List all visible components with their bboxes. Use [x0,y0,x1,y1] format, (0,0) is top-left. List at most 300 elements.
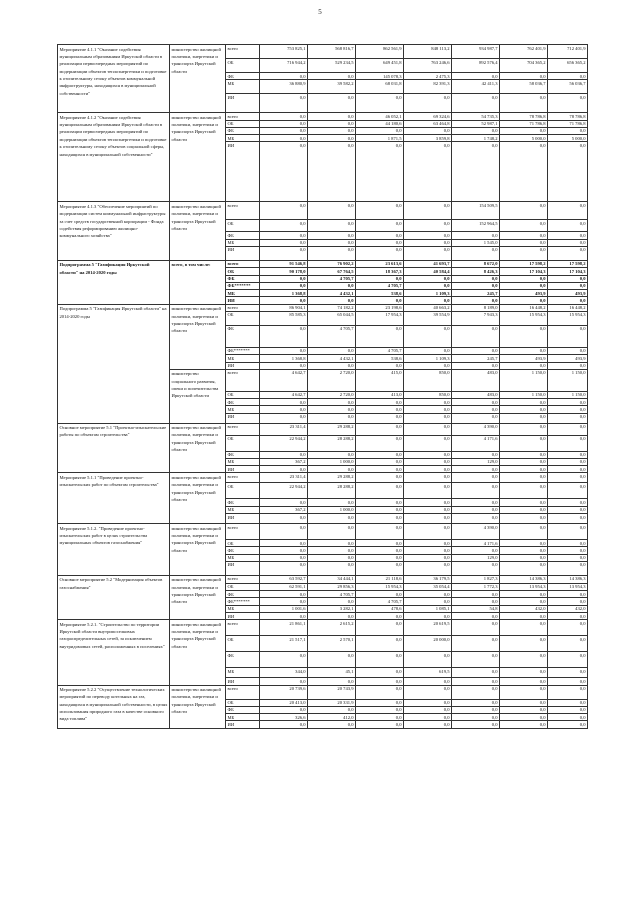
amount-cell: 17 598,2 [500,260,548,267]
amount-cell: 76 902,2 [308,260,356,267]
funding-source-cell: ИИ [226,613,260,620]
amount-cell: 0,0 [356,514,404,524]
amount-cell: 4 390,0 [452,524,500,540]
amount-cell: 0,0 [500,202,548,220]
funding-source-cell: ФБ [226,451,260,458]
amount-cell: 0,0 [404,499,452,506]
amount-cell: 326,6 [260,714,308,721]
amount-cell: 4 390,0 [452,423,500,435]
amount-cell: 0,0 [308,239,356,246]
amount-cell: 0,0 [548,325,588,347]
executor-cell: министерство жилищной политики, энергетики и транспорта Иркутской области [170,423,226,473]
amount-cell: 415,0 [356,369,404,391]
amount-cell: 0,0 [500,554,548,561]
funding-source-cell: всего [226,423,260,435]
amount-cell: 0,0 [260,547,308,554]
amount-cell: 763 246,6 [404,59,452,73]
amount-cell: 39 554,9 [404,311,452,325]
amount-cell: 0,0 [404,554,452,561]
amount-cell: 0,0 [260,540,308,547]
amount-cell: 0,0 [404,524,452,540]
funding-source-cell: ОБ [226,59,260,73]
amount-cell: 0,0 [452,73,500,80]
amount-cell: 1 000,0 [308,506,356,513]
amount-cell: 0,0 [548,466,588,473]
amount-cell: 0,0 [500,506,548,513]
amount-cell: 0,0 [404,721,452,729]
amount-cell: 0,0 [260,652,308,668]
amount-cell: 0,0 [404,239,452,246]
amount-cell: 0,0 [452,506,500,513]
amount-cell: 0,0 [548,483,588,499]
table-row [58,685,588,699]
amount-cell: 538,6 [356,290,404,297]
amount-cell: 0,0 [356,202,404,220]
amount-cell: 0,0 [260,706,308,713]
amount-cell: 154 509,5 [452,202,500,220]
amount-cell: 13 954,3 [548,583,588,590]
measure-name-cell: Мероприятие 4.1.2 "Оказание содействия муниципальным образованиям Иркутской области в реализации первоочередных мероприятий по модернизации объектов теплоэнергетики и подготовке к отопительному сезону объектов социальной сферы, находящихся в муниципальной собственности" [58,113,170,202]
amount-cell: 4 705,7 [356,347,404,354]
amount-cell: 0,0 [308,142,356,202]
amount-cell: 68 031,8 [356,80,404,94]
amount-cell: 4 705,7 [356,282,404,289]
amount-cell: 0,0 [452,668,500,678]
amount-cell: 0,0 [548,473,588,483]
funding-source-cell: ИИ [226,514,260,524]
amount-cell: 0,0 [260,73,308,80]
amount-cell: 29 288,2 [308,473,356,483]
amount-cell: 619,5 [404,668,452,678]
amount-cell: 0,0 [260,120,308,127]
funding-source-cell: ФБ [226,547,260,554]
amount-cell: 0,0 [548,435,588,451]
funding-source-cell: всего [226,620,260,636]
amount-cell: 20 743,9 [308,685,356,699]
amount-cell: 0,0 [308,466,356,473]
funding-source-cell: ИИ [226,94,260,113]
amount-cell: 0,0 [404,466,452,473]
amount-cell: 4 642,7 [260,369,308,391]
amount-cell: 78 786,8 [500,113,548,120]
amount-cell: 0,0 [452,636,500,652]
amount-cell: 0,0 [452,714,500,721]
amount-cell: 23 311,4 [260,423,308,435]
amount-cell: 0,0 [260,135,308,142]
executor-cell: министерство жилищной политики, энергетики и транспорта Иркутской области [170,304,226,369]
amount-cell: 54 735,3 [452,113,500,120]
amount-cell: 0,0 [260,678,308,685]
amount-cell: 0,0 [356,554,404,561]
amount-cell: 0,0 [452,652,500,668]
amount-cell: 0,0 [404,275,452,282]
amount-cell: 0,0 [548,73,588,80]
amount-cell: 493,9 [548,355,588,362]
budget-table [57,44,588,729]
amount-cell: 13 954,3 [500,583,548,590]
amount-cell: 0,0 [308,613,356,620]
funding-source-cell: ИИ [226,246,260,260]
amount-cell: 21 861,1 [260,620,308,636]
amount-cell: 712 401,9 [548,45,588,59]
amount-cell: 0,0 [548,706,588,713]
amount-cell: 0,0 [260,297,308,304]
amount-cell: 0,0 [500,668,548,678]
amount-cell: 493,9 [500,290,548,297]
amount-cell: 0,0 [500,466,548,473]
amount-cell: 22 944,2 [260,435,308,451]
amount-cell: 1 085,1 [404,605,452,612]
amount-cell: 0,0 [308,94,356,113]
amount-cell: 1 150,0 [548,391,588,398]
amount-cell: 0,0 [308,120,356,127]
amount-cell: 0,0 [548,406,588,413]
measure-name-cell: Основное мероприятие 5.1 "Проектно-изыскательские работы по объектам строительства" [58,423,170,473]
amount-cell: 0,0 [260,554,308,561]
amount-cell: 20 739,6 [260,685,308,699]
amount-cell: 0,0 [500,325,548,347]
amount-cell: 65 044,5 [308,311,356,325]
amount-cell: 0,0 [308,232,356,239]
amount-cell: 0,0 [548,668,588,678]
amount-cell: 4 171,6 [452,435,500,451]
amount-cell: 0,0 [356,499,404,506]
amount-cell: 0,0 [452,706,500,713]
amount-cell: 0,0 [500,275,548,282]
measure-name-cell: Мероприятие 5.2.2 "Осуществление технологических мероприятий по переводу котельных на газ, находящихся в муниципальной собственности, в целях использования природного газа в качестве основного вида топлива" [58,685,170,729]
table-row [58,202,588,220]
amount-cell: 0,0 [308,362,356,369]
amount-cell: 0,0 [500,620,548,636]
amount-cell: 0,0 [356,699,404,706]
amount-cell: 0,0 [548,347,588,354]
table-row [58,620,588,636]
funding-source-cell: МБ [226,668,260,678]
amount-cell: 0,0 [500,282,548,289]
amount-cell: 0,0 [356,423,404,435]
amount-cell: 478,6 [356,605,404,612]
amount-cell: 4 642,7 [260,391,308,398]
amount-cell: 0,0 [308,561,356,575]
amount-cell: 17 598,2 [548,260,588,267]
amount-cell: 40 663,2 [404,304,452,311]
amount-cell: 29 288,2 [308,423,356,435]
amount-cell: 0,0 [500,142,548,202]
funding-source-cell: ИИ [226,362,260,369]
amount-cell: 716 944,2 [260,59,308,73]
amount-cell: 0,0 [500,246,548,260]
amount-cell: 2 475,3 [404,73,452,80]
amount-cell: 0,0 [452,451,500,458]
table-row [58,304,588,311]
amount-cell: 0,0 [356,94,404,113]
amount-cell: 0,0 [356,406,404,413]
amount-cell: 0,0 [452,514,500,524]
amount-cell: 704 365,2 [500,59,548,73]
amount-cell: 0,0 [548,282,588,289]
amount-cell: 14 386,3 [500,575,548,583]
amount-cell: 0,0 [356,297,404,304]
funding-source-cell: ОБ [226,699,260,706]
amount-cell: 29 856,3 [308,583,356,590]
amount-cell: 0,0 [548,399,588,406]
amount-cell: 0,0 [308,406,356,413]
amount-cell: 0,0 [260,113,308,120]
amount-cell: 1 109,3 [404,355,452,362]
amount-cell: 1 368,8 [260,290,308,297]
amount-cell: 1 109,3 [404,290,452,297]
amount-cell: 0,0 [260,499,308,506]
table-row [58,423,588,435]
executor-cell: министерство жилищной политики, энергетики и транспорта Иркутской области [170,575,226,619]
funding-source-cell: ОБ [226,583,260,590]
executor-cell: министерство жилищной политики, энергетики и транспорта Иркутской области [170,113,226,202]
amount-cell: 0,0 [356,399,404,406]
amount-cell: 0,0 [500,458,548,465]
amount-cell: 0,0 [404,706,452,713]
executor-cell: министерство жилищной политики, энергетики и транспорта Иркутской области [170,202,226,261]
funding-source-cell: ИИ [226,678,260,685]
amount-cell: 0,0 [260,591,308,598]
funding-source-cell: МБ [226,406,260,413]
amount-cell: 0,0 [500,706,548,713]
amount-cell: 0,0 [308,246,356,260]
amount-cell: 145 078,3 [356,73,404,80]
amount-cell: 0,0 [548,127,588,134]
amount-cell: 0,0 [308,554,356,561]
amount-cell: 762 401,9 [500,45,548,59]
funding-source-cell: ФБ [226,275,260,282]
funding-source-cell: ФБ [226,73,260,80]
amount-cell: 0,0 [404,413,452,423]
amount-cell: 0,0 [260,94,308,113]
amount-cell: 0,0 [452,591,500,598]
amount-cell: 0,0 [500,561,548,575]
funding-source-cell: МБ [226,506,260,513]
funding-source-cell: ФБ [226,127,260,134]
amount-cell: 63 592,7 [260,575,308,583]
funding-source-cell: ФБ [226,706,260,713]
amount-cell: 0,0 [260,282,308,289]
amount-cell: 367,2 [260,458,308,465]
amount-cell: 0,0 [548,721,588,729]
amount-cell: 0,0 [548,699,588,706]
amount-cell: 28 288,2 [308,435,356,451]
amount-cell: 0,0 [404,232,452,239]
amount-cell: 367,2 [260,506,308,513]
amount-cell: 0,0 [260,220,308,232]
amount-cell: 0,0 [308,297,356,304]
amount-cell: 934 987,7 [452,45,500,59]
amount-cell: 0,0 [260,275,308,282]
executor-cell: министерство жилищной политики, энергетики и транспорта Иркутской области [170,685,226,729]
amount-cell: 0,0 [404,458,452,465]
amount-cell: 0,0 [548,142,588,202]
amount-cell: 0,0 [500,406,548,413]
executor-cell: министерство жилищной политики, энергетики и транспорта Иркутской области [170,620,226,685]
amount-cell: 753 825,1 [260,45,308,59]
amount-cell: 848 113,2 [404,45,452,59]
amount-cell: 0,0 [548,591,588,598]
amount-cell: 0,0 [260,466,308,473]
amount-cell: 0,0 [548,362,588,369]
amount-cell: 0,0 [404,399,452,406]
page-number: 5 [318,8,322,16]
amount-cell: 1 545,0 [452,239,500,246]
funding-source-cell: ФБ [226,591,260,598]
amount-cell: 0,0 [452,246,500,260]
amount-cell: 0,0 [356,636,404,652]
amount-cell: 0,0 [356,613,404,620]
amount-cell: 45,1 [308,668,356,678]
amount-cell: 0,0 [260,598,308,605]
amount-cell: 0,0 [404,514,452,524]
amount-cell: 0,0 [308,113,356,120]
amount-cell: 15 954,3 [356,583,404,590]
amount-cell: 20 413,0 [260,699,308,706]
measure-name-cell: Мероприятие 4.1.1 "Оказание содействия муниципальным образованиям Иркутской области в реализации первоочередных мероприятий по модернизации объектов теплоэнергетики и подготовке к отопительному сезону объектов коммунальной инфраструктуры, находящихся в муниципальной собственности" [58,45,170,113]
amount-cell: 0,0 [356,540,404,547]
amount-cell: 568 816,7 [308,45,356,59]
funding-source-cell: МБ [226,355,260,362]
amount-cell: 0,0 [452,297,500,304]
amount-cell: 34 444,1 [308,575,356,583]
executor-cell: министерство жилищной политики, энергетики и транспорта Иркутской области [170,524,226,576]
amount-cell: 0,0 [260,613,308,620]
amount-cell: 0,0 [548,423,588,435]
executor-cell: министерство жилищной политики, энергетики и транспорта Иркутской области [170,473,226,524]
amount-cell: 3 282,1 [308,605,356,612]
amount-cell: 0,0 [500,721,548,729]
amount-cell: 21 517,1 [260,636,308,652]
amount-cell: 69 324,6 [404,113,452,120]
funding-source-cell: ФБ [226,399,260,406]
amount-cell: 0,0 [356,547,404,554]
amount-cell: 0,0 [452,598,500,605]
amount-cell: 0,0 [500,540,548,547]
amount-cell: 0,0 [356,239,404,246]
measure-name-cell: Подпрограмма 5 "Газификация Иркутской области" на 2014-2020 годы [58,260,170,304]
amount-cell: 0,0 [404,714,452,721]
amount-cell: 8 189,0 [452,304,500,311]
amount-cell: 0,0 [356,325,404,347]
amount-cell: 0,0 [404,220,452,232]
funding-source-cell: всего [226,113,260,120]
amount-cell: 0,0 [404,406,452,413]
amount-cell: 0,0 [308,399,356,406]
amount-cell: 7 943,3 [452,311,500,325]
amount-cell: 0,0 [500,714,548,721]
amount-cell: 0,0 [308,598,356,605]
amount-cell: 0,0 [356,685,404,699]
amount-cell: 40 584,4 [404,268,452,275]
amount-cell: 0,0 [548,458,588,465]
amount-cell: 344,0 [260,668,308,678]
amount-cell: 0,0 [404,685,452,699]
amount-cell: 74 182,2 [308,304,356,311]
amount-cell: 0,0 [500,127,548,134]
funding-source-cell: МБ [226,80,260,94]
amount-cell: 0,0 [548,613,588,620]
amount-cell: 1 827,3 [452,575,500,583]
amount-cell: 0,0 [500,473,548,483]
amount-cell: 493,9 [548,290,588,297]
measure-name-cell: Основное мероприятие 5.2 "Модернизация объектов газоснабжения" [58,575,170,619]
amount-cell: 0,0 [260,451,308,458]
amount-cell: 0,0 [548,232,588,239]
amount-cell: 0,0 [260,127,308,134]
amount-cell: 0,0 [308,127,356,134]
amount-cell: 0,0 [500,94,548,113]
amount-cell: 18 367,3 [356,268,404,275]
amount-cell: 1 001,6 [260,605,308,612]
amount-cell: 0,0 [404,423,452,435]
amount-cell: 0,0 [308,706,356,713]
amount-cell: 63 464,8 [404,120,452,127]
amount-cell: 90 178,0 [260,268,308,275]
amount-cell: 0,0 [260,406,308,413]
amount-cell: 493,9 [500,355,548,362]
amount-cell: 0,0 [404,699,452,706]
amount-cell: 0,0 [452,94,500,113]
amount-cell: 0,0 [548,561,588,575]
amount-cell: 85 585,3 [260,311,308,325]
amount-cell: 656 365,2 [548,59,588,73]
amount-cell: 0,0 [356,506,404,513]
amount-cell: 0,0 [308,202,356,220]
amount-cell: 0,0 [308,524,356,540]
amount-cell: 850,0 [404,391,452,398]
amount-cell: 0,0 [452,678,500,685]
amount-cell: 0,0 [452,613,500,620]
amount-cell: 22 944,2 [260,483,308,499]
amount-cell: 1 150,0 [500,369,548,391]
amount-cell: 0,0 [356,362,404,369]
amount-cell: 17 954,3 [356,311,404,325]
amount-cell: 0,0 [260,413,308,423]
amount-cell: 0,0 [500,399,548,406]
amount-cell: 8 672,0 [452,260,500,267]
amount-cell: 4 171,6 [452,540,500,547]
amount-cell: 0,0 [356,451,404,458]
amount-cell: 0,0 [452,499,500,506]
amount-cell: 0,0 [500,232,548,239]
amount-cell: 0,0 [308,547,356,554]
amount-cell: 0,0 [500,239,548,246]
amount-cell: 0,0 [500,636,548,652]
amount-cell: 0,0 [452,473,500,483]
measure-name-cell: Подпрограмма 5 "Газификация Иркутской области" на 2014-2020 годы [58,304,170,423]
funding-source-cell: всего [226,369,260,391]
table-body [58,45,588,729]
funding-source-cell: ОБ [226,268,260,275]
amount-cell: 0,0 [404,613,452,620]
amount-cell: 0,0 [308,721,356,729]
amount-cell: 0,0 [548,524,588,540]
amount-cell: 0,0 [500,297,548,304]
amount-cell: 152 964,5 [452,220,500,232]
amount-cell: 23 613,6 [356,260,404,267]
amount-cell: 0,0 [548,246,588,260]
amount-cell: 245,7 [452,355,500,362]
funding-source-cell: ИИ [226,721,260,729]
amount-cell: 0,0 [548,636,588,652]
amount-cell: 0,0 [404,506,452,513]
funding-source-cell: ИИ [226,466,260,473]
amount-cell: 0,0 [308,347,356,354]
amount-cell: 0,0 [404,561,452,575]
amount-cell: 0,0 [452,561,500,575]
